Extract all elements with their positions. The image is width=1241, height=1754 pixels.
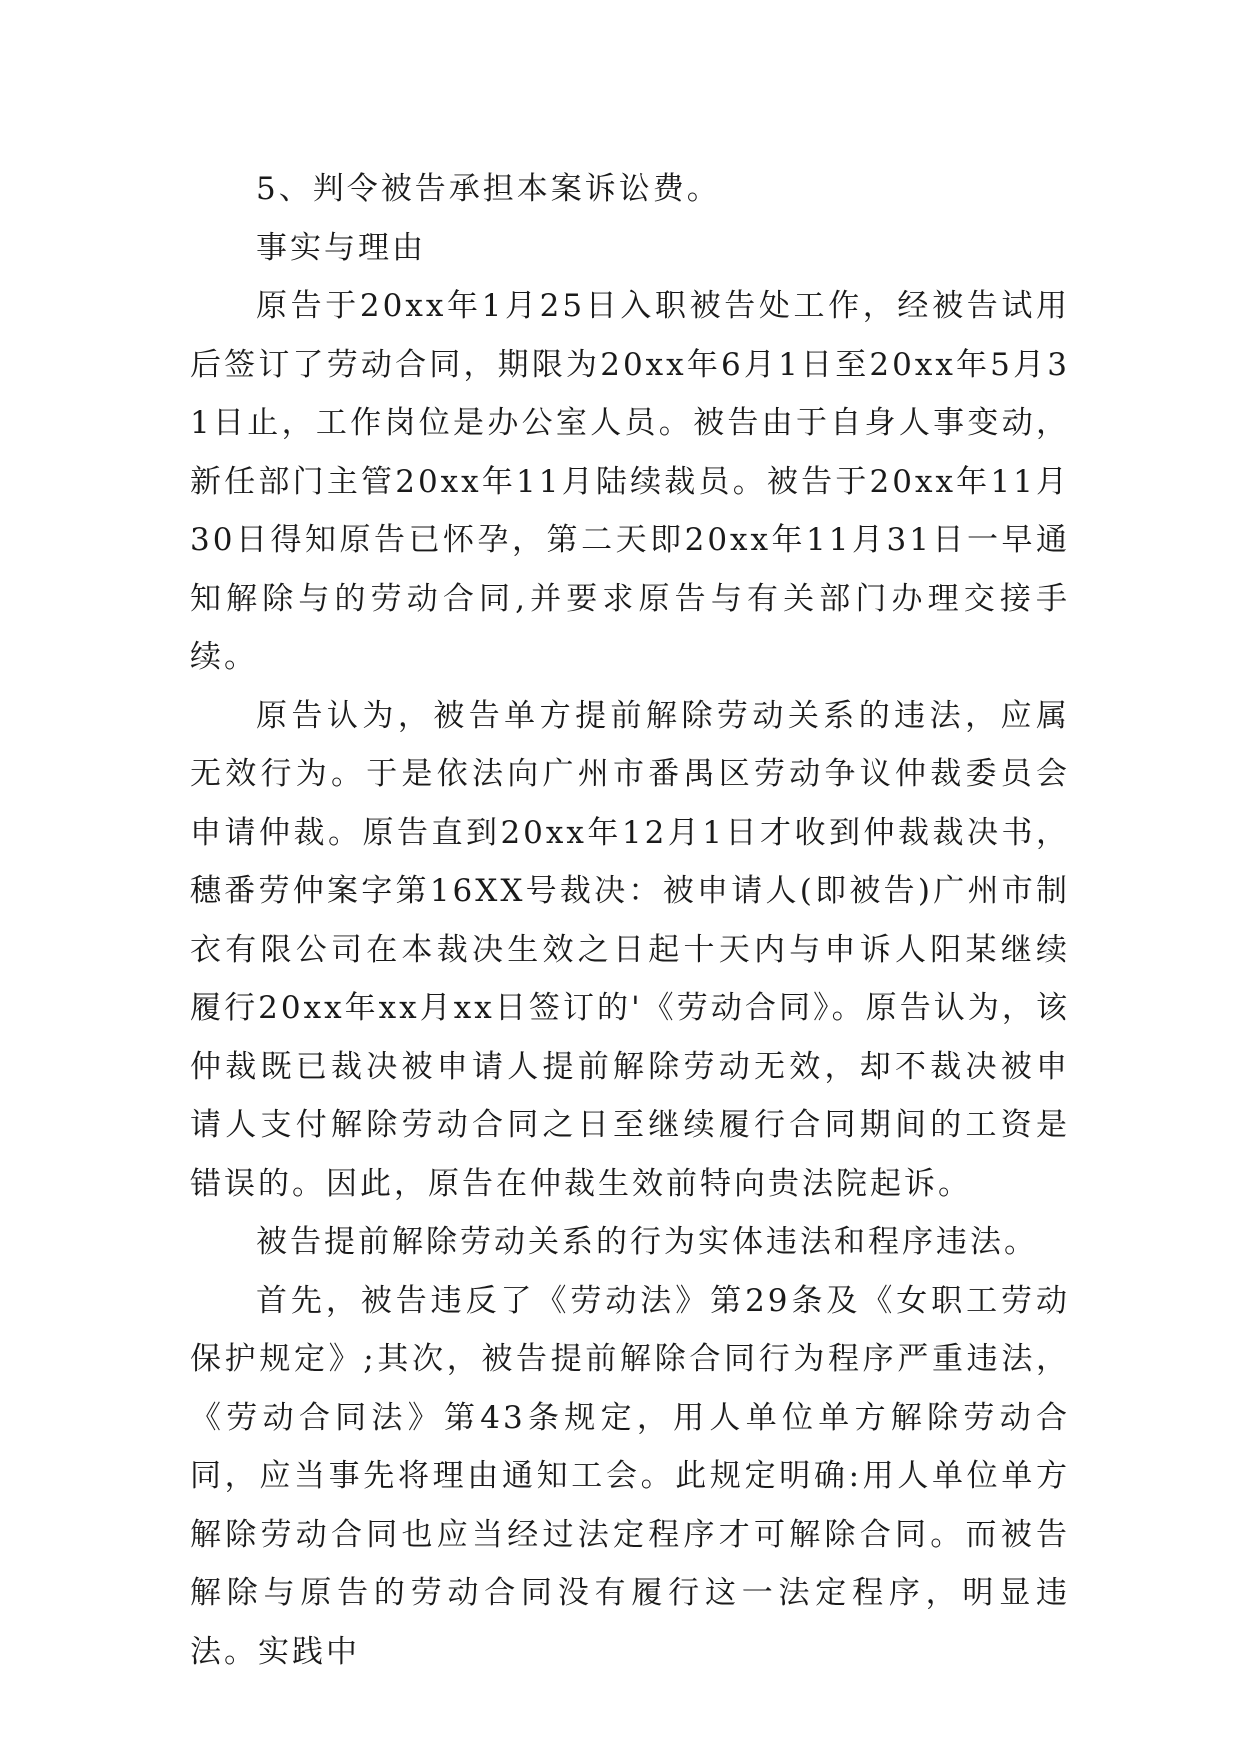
paragraph-legal-basis: 首先，被告违反了《劳动法》第29条及《女职工劳动保护规定》;其次，被告提前解除合同行为程序严重违法，《劳动合同法》第43条规定，用人单位单方解除劳动合同，应当事先将理由通知工会。此规定明确:用人单位单方解除劳动合同也应当经过法定程序才可解除合同。而被告解除与原告的劳动合同没有履行这一法定程序，明显违法。实践中 [190, 1282, 1070, 1670]
paragraph-employment-facts: 原告于20xx年1月25日入职被告处工作，经被告试用后签订了劳动合同，期限为20xx年6月1日至20xx年5月31日止，工作岗位是办公室人员。被告由于自身人事变动，新任部门主管20xx年11月陆续裁员。被告于20xx年11月30日得知原告已怀孕，第二天即20xx年11月31日一早通知解除与的劳动合同,并要求原告与有关部门办理交接手续。 [190, 288, 1070, 675]
paragraph-violation-summary: 被告提前解除劳动关系的行为实体违法和程序违法。 [256, 1224, 1038, 1260]
section-heading-facts: 事实与理由 [256, 229, 426, 266]
paragraph-arbitration: 原告认为，被告单方提前解除劳动关系的违法，应属无效行为。于是依法向广州市番禺区劳动争议仲裁委员会申请仲裁。原告直到20xx年12月1日才收到仲裁裁决书，穗番劳仲案字第16XX号裁决：被申请人(即被告)广州市制衣有限公司在本裁决生效之日起十天内与申诉人阳某继续履行20xx年xx月xx日签订的'《劳动合同》。原告认为，该仲裁既已裁决被申请人提前解除劳动无效，却不裁决被申请人支付解除劳动合同之日至继续履行合同期间的工资是错误的。因此，原告在仲裁生效前特向贵法院起诉。 [190, 697, 1070, 1202]
paragraph-claim-5: 5、判令被告承担本案诉讼费。 [256, 171, 721, 207]
document-body [190, 160, 1070, 1681]
